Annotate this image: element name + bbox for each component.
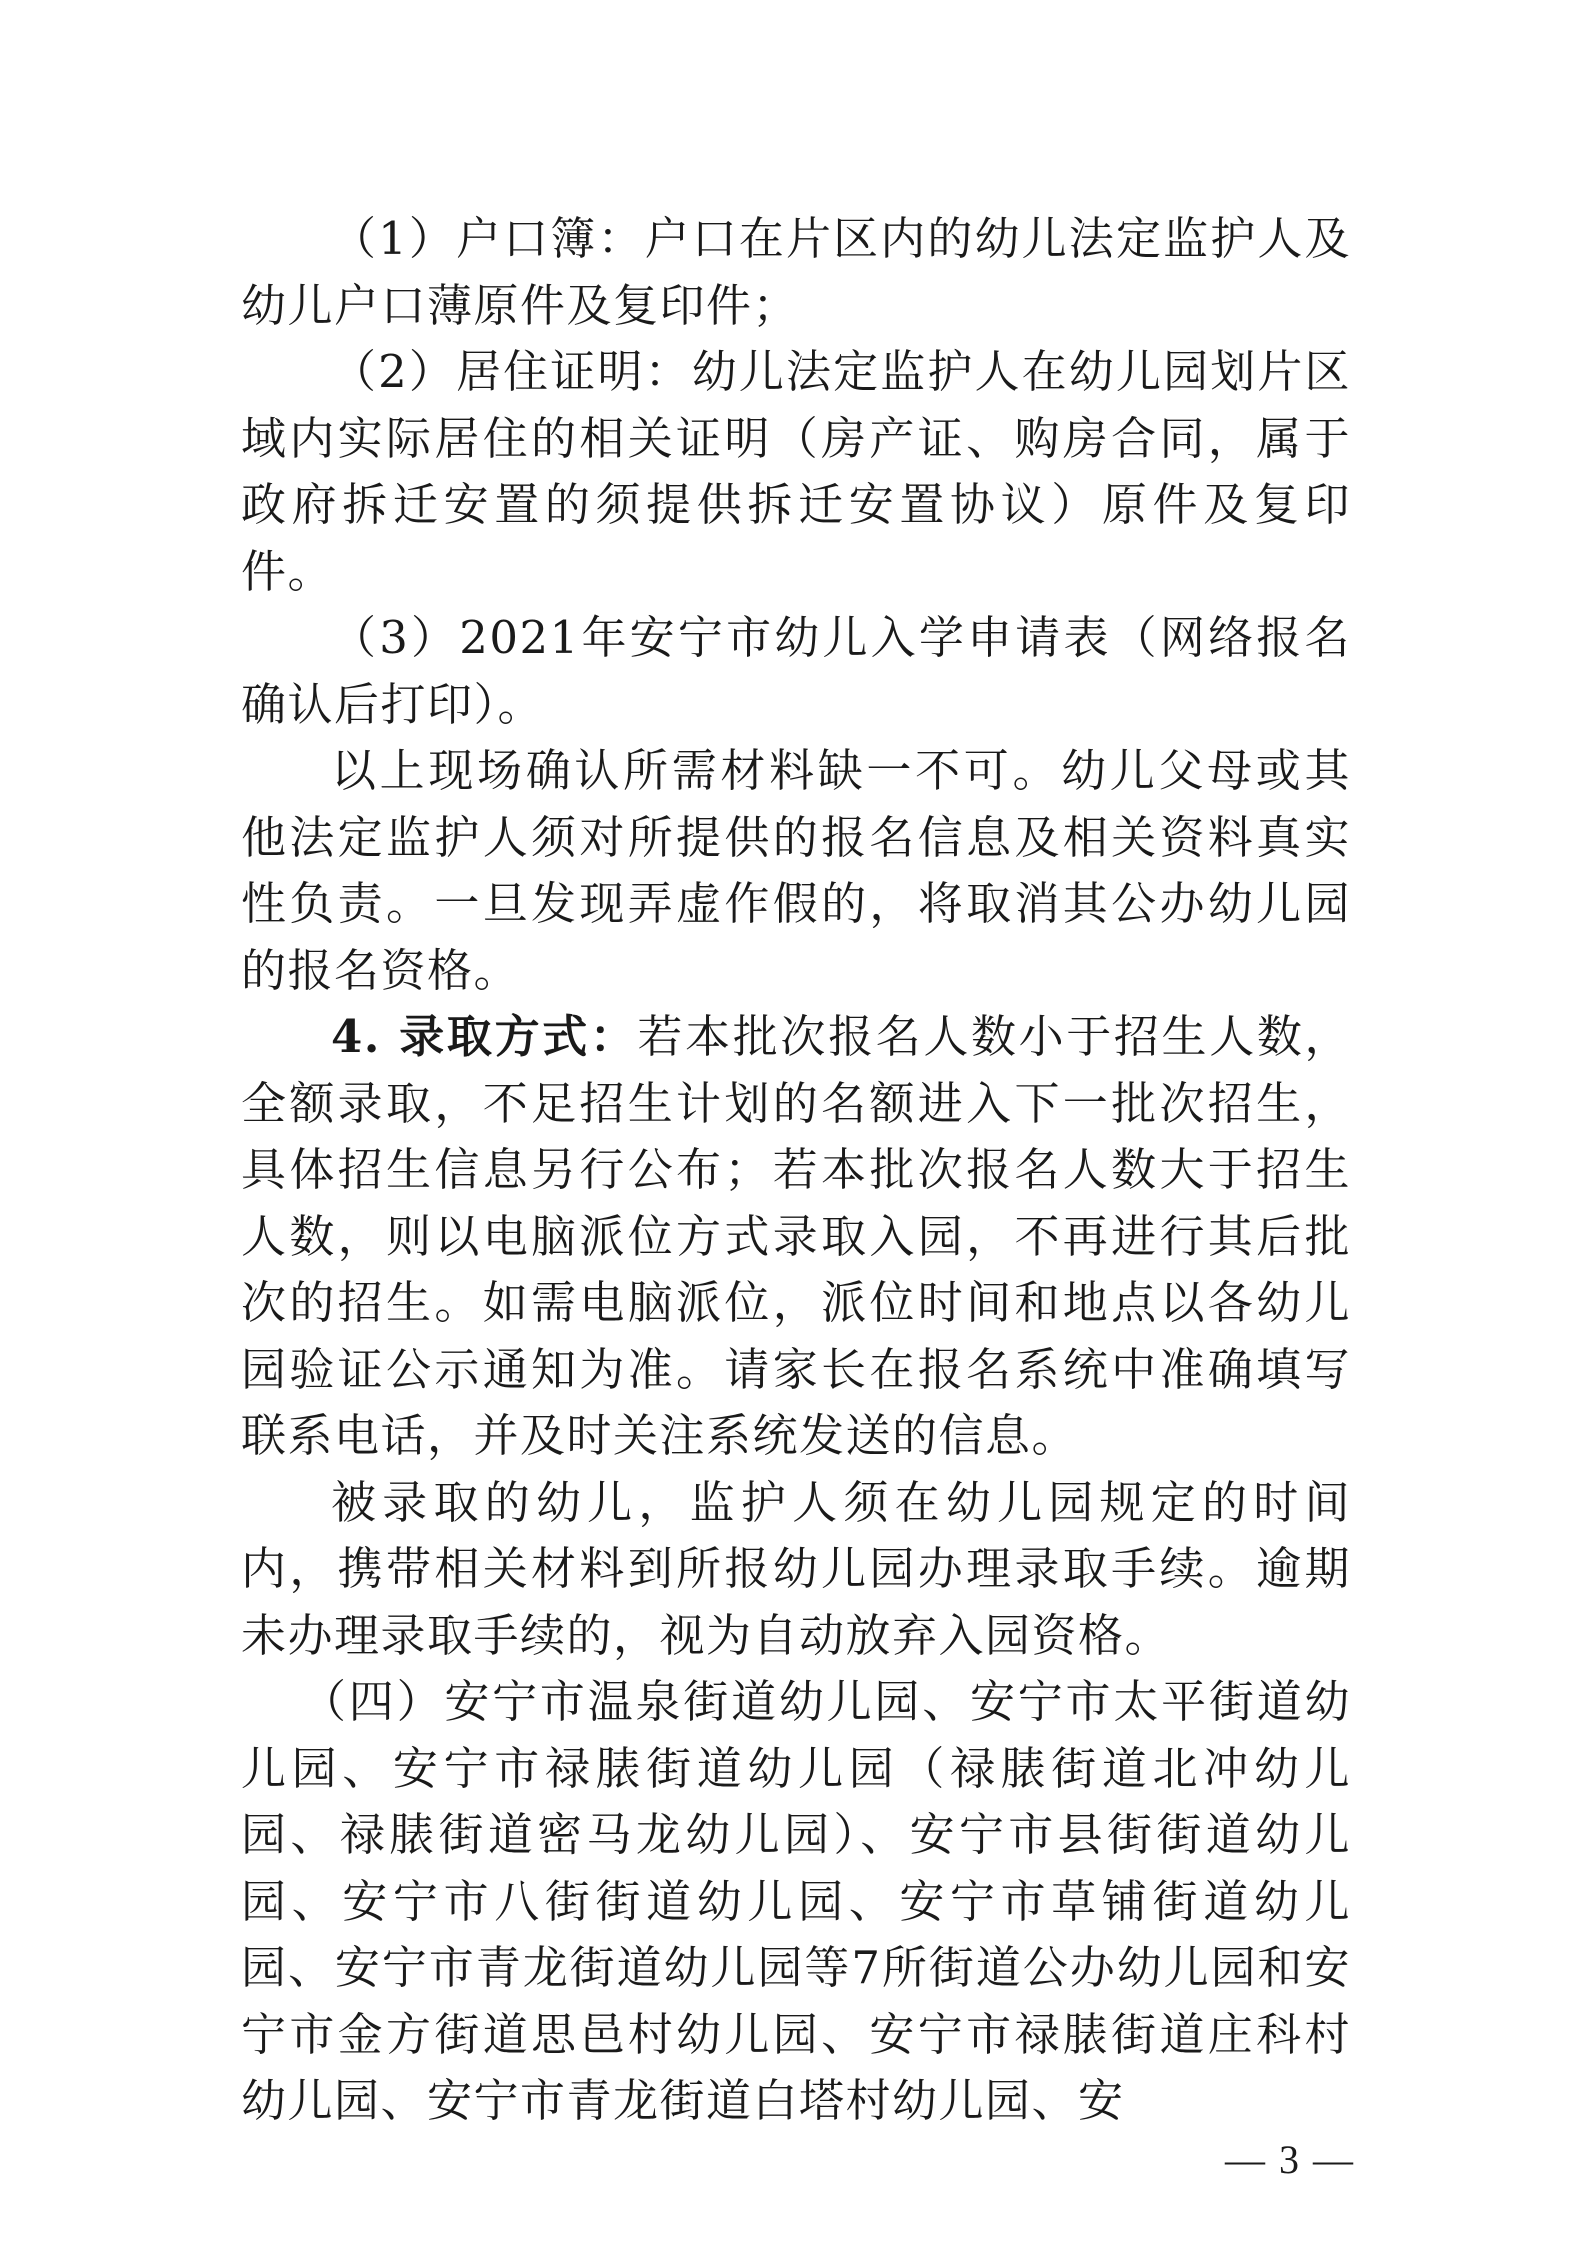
- paragraph-residence-proof: [241, 339, 1351, 605]
- paragraph-text: 若本批次报名人数小于招生人数，全额录取，不足招生计划的名额进入下一批次招生，具体招生信息另行公布；若本批次报名人数大于招生人数，则以电脑派位方式录取入园，不再进行其后批次的招生。如需电脑派位，派位时间和地点以各幼儿园验证公示通知为准。请家长在报名系统中准确填写联系电话，并及时关注系统发送的信息。: [241, 1010, 1351, 1462]
- paragraph-section-four: [241, 1669, 1351, 2135]
- paragraph-admission-method: [241, 1004, 1351, 1470]
- paragraph-lead: 4. 录取方式：: [331, 1010, 638, 1063]
- paragraph-materials-note: [241, 738, 1351, 1004]
- paragraph-hukou: [241, 206, 1351, 339]
- document-body: [241, 206, 1351, 2135]
- paragraph-text: 被录取的幼儿，监护人须在幼儿园规定的时间内，携带相关材料到所报幼儿园办理录取手续。逾期未办理录取手续的，视为自动放弃入园资格。: [241, 1475, 1351, 1662]
- paragraph-text: （2）居住证明：幼儿法定监护人在幼儿园划片区域内实际居住的相关证明（房产证、购房合同，属于政府拆迁安置的须提供拆迁安置协议）原件及复印件。: [241, 345, 1351, 598]
- paragraph-application-form: [241, 605, 1351, 738]
- paragraph-text: （1）户口簿：户口在片区内的幼儿法定监护人及幼儿户口薄原件及复印件；: [241, 212, 1351, 332]
- paragraph-text: 以上现场确认所需材料缺一不可。幼儿父母或其他法定监护人须对所提供的报名信息及相关资料真实性负责。一旦发现弄虚作假的，将取消其公办幼儿园的报名资格。: [241, 744, 1351, 997]
- paragraph-text: （3）2021年安宁市幼儿入学申请表（网络报名确认后打印）。: [241, 611, 1351, 731]
- page-number: — 3 —: [1225, 2137, 1355, 2182]
- paragraph-enrollment-procedure: [241, 1470, 1351, 1670]
- paragraph-text: （四）安宁市温泉街道幼儿园、安宁市太平街道幼儿园、安宁市禄脿街道幼儿园（禄脿街道北冲幼儿园、禄脿街道密马龙幼儿园）、安宁市县街街道幼儿园、安宁市八街街道幼儿园、安宁市草铺街道幼儿园、安宁市青龙街道幼儿园等7所街道公办幼儿园和安宁市金方街道思邑村幼儿园、安宁市禄脿街道庄科村幼儿园、安宁市青龙街道白塔村幼儿园、安: [241, 1675, 1351, 2127]
